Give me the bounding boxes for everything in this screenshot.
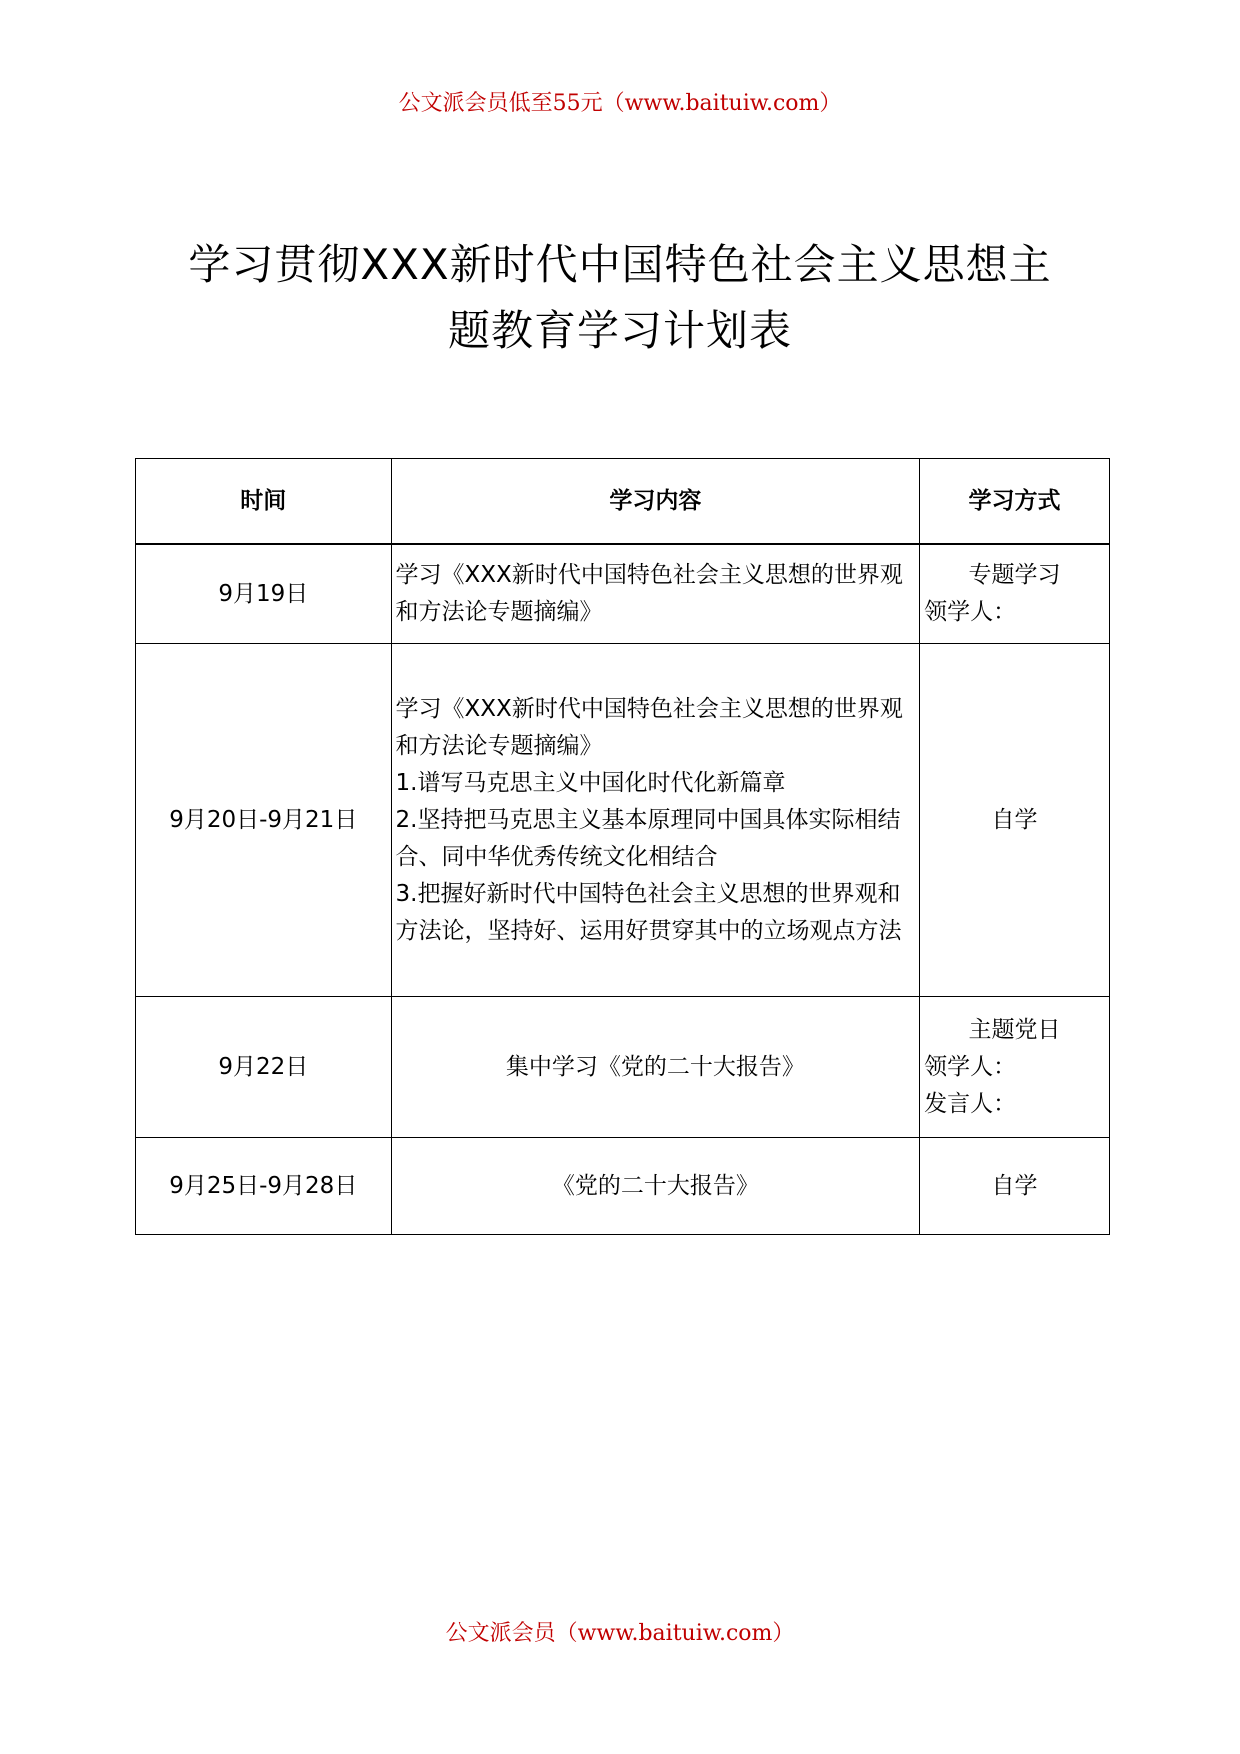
mode-title: 自学	[991, 1172, 1038, 1199]
watermark-top: 公文派会员低至55元（www.baituiw.com）	[398, 91, 842, 116]
table-header-row	[136, 459, 1110, 545]
cell-time: 9月19日	[136, 544, 392, 644]
table-row	[136, 544, 1110, 644]
watermark-bottom: 公文派会员（www.baituiw.com）	[445, 1621, 795, 1646]
cell-mode	[920, 1138, 1110, 1235]
mode-title: 专题学习	[968, 562, 1061, 588]
header-mode: 学习方式	[920, 459, 1110, 545]
cell-time: 9月20日-9月21日	[136, 644, 392, 997]
mode-line: 发言人：	[924, 1090, 1017, 1117]
cell-content	[391, 544, 920, 644]
cell-time: 9月25日-9月28日	[136, 1138, 392, 1235]
content-line: 学习《XXX新时代中国特色社会主义思想的世界观和方法论专题摘编》	[395, 695, 903, 759]
content-line: 《党的二十大报告》	[551, 1172, 759, 1199]
study-plan-table	[135, 458, 1110, 1235]
content-line: 集中学习《党的二十大报告》	[505, 1053, 805, 1080]
title-line-1: 学习贯彻XXX新时代中国特色社会主义思想主	[188, 240, 1052, 289]
table-row	[136, 644, 1110, 997]
cell-time: 9月22日	[136, 997, 392, 1138]
cell-content	[391, 1138, 920, 1235]
cell-mode	[920, 544, 1110, 644]
cell-content	[391, 997, 920, 1138]
title-line-2: 题教育学习计划表	[447, 306, 792, 355]
mode-line: 领学人：	[924, 1053, 1017, 1080]
table-row	[136, 997, 1110, 1138]
content-line: 2.坚持把马克思主义基本原理同中国具体实际相结合、同中华优秀传统文化相结合	[395, 806, 901, 870]
cell-mode	[920, 997, 1110, 1138]
mode-title: 自学	[991, 806, 1038, 833]
cell-mode	[920, 644, 1110, 997]
content-line: 学习《XXX新时代中国特色社会主义思想的世界观和方法论专题摘编》	[395, 562, 903, 625]
content-line: 1.谱写马克思主义中国化时代化新篇章	[395, 769, 786, 796]
table-row	[136, 1138, 1110, 1235]
mode-line: 领学人：	[924, 599, 1017, 625]
cell-content	[391, 644, 920, 997]
header-time: 时间	[136, 459, 392, 545]
content-line: 3.把握好新时代中国特色社会主义思想的世界观和方法论，坚持好、运用好贯穿其中的立场观点方法	[395, 880, 902, 944]
mode-title: 主题党日	[968, 1016, 1061, 1043]
document-title	[120, 232, 1120, 364]
header-content: 学习内容	[391, 459, 920, 545]
